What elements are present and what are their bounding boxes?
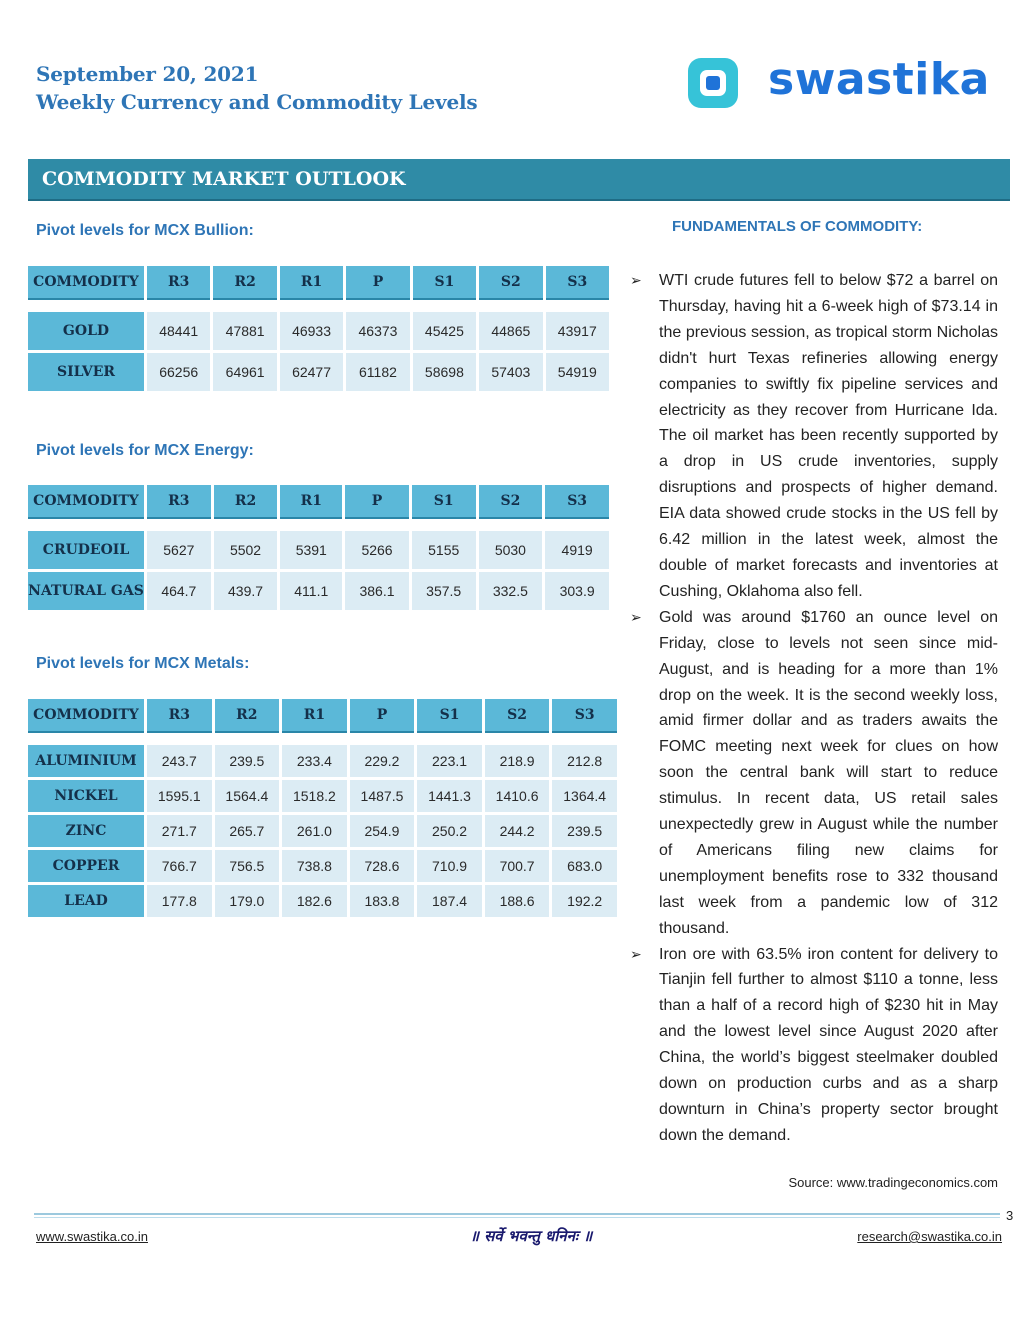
metals-title: Pivot levels for MCX Metals: xyxy=(36,655,250,672)
column-header: R2 xyxy=(214,485,278,519)
row-spacer xyxy=(28,736,617,742)
column-header: R1 xyxy=(280,485,342,519)
pivot-value: 250.2 xyxy=(417,815,482,847)
pivot-value: 47881 xyxy=(213,312,276,350)
logo-mark-icon xyxy=(686,56,740,110)
pivot-value: 271.7 xyxy=(147,815,212,847)
pivot-value: 1410.6 xyxy=(485,780,550,812)
pivot-value: 5266 xyxy=(345,531,409,569)
point-text: Iron ore with 63.5% iron content for delivery to Tianjin fell further to almost $110 a tonne, less than a half of a record high of $230 hit in May and the lowest level since August 2020 after China, the world’s biggest steelmaker doubled down on production curbs and as a sharp downturn in China’s property sector brought down the demand. xyxy=(659,945,998,1144)
pivot-value: 64961 xyxy=(213,353,276,391)
pivot-value: 218.9 xyxy=(485,745,550,777)
pivot-value: 1364.4 xyxy=(552,780,617,812)
header-row xyxy=(28,266,609,300)
pivot-value: 44865 xyxy=(479,312,542,350)
column-header: S2 xyxy=(485,699,550,733)
pivot-value: 182.6 xyxy=(282,885,347,917)
bullion-title: Pivot levels for MCX Bullion: xyxy=(36,222,254,239)
column-header: COMMODITY xyxy=(28,485,144,519)
column-header: S1 xyxy=(413,266,476,300)
pivot-value: 243.7 xyxy=(147,745,212,777)
pivot-value: 411.1 xyxy=(280,572,342,610)
table-row xyxy=(28,745,617,777)
page-number: 3 xyxy=(1006,1208,1014,1223)
commodity-name: LEAD xyxy=(28,885,144,917)
arrow-bullet-icon: ➢ xyxy=(630,608,642,625)
column-header: S2 xyxy=(479,485,543,519)
column-header: P xyxy=(350,699,415,733)
pivot-value: 386.1 xyxy=(345,572,409,610)
footer-divider-thin xyxy=(34,1217,1000,1218)
column-header: R2 xyxy=(215,699,280,733)
footer-divider xyxy=(34,1213,1000,1215)
pivot-value: 54919 xyxy=(546,353,609,391)
table-row xyxy=(28,353,609,391)
pivot-value: 332.5 xyxy=(479,572,543,610)
table-row xyxy=(28,312,609,350)
pivot-value: 766.7 xyxy=(147,850,212,882)
pivot-value: 183.8 xyxy=(350,885,415,917)
column-header: S3 xyxy=(545,485,609,519)
row-spacer xyxy=(28,522,609,528)
header-row xyxy=(28,699,617,733)
column-header: R3 xyxy=(147,699,212,733)
pivot-value: 57403 xyxy=(479,353,542,391)
pivot-value: 261.0 xyxy=(282,815,347,847)
column-header: COMMODITY xyxy=(28,266,144,300)
pivot-value: 1595.1 xyxy=(147,780,212,812)
pivot-value: 1487.5 xyxy=(350,780,415,812)
website-link[interactable]: www.swastika.co.in xyxy=(36,1229,148,1244)
row-spacer xyxy=(28,303,609,309)
commodity-name: CRUDEOIL xyxy=(28,531,144,569)
point-text: WTI crude futures fell to below $72 a barrel on Thursday, having hit a 6-week high of $73.14 in the previous session, as tropical storm Nicholas didn't hurt Texas refineries allowing energy companies to swiftly fix pipeline services and electricity as they recover from Hurricane Ida. The oil market has been recently supported by a drop in US crude inventories, supply disruptions and prospects of higher demand. EIA data showed crude stocks in the US fell by 6.42 million in the latest week, almost the double of market forecasts and inventories at Cushing, Oklahoma also fell. xyxy=(659,272,998,600)
point-text: Gold was around $1760 an ounce level on Friday, close to levels not seen since mid-August, and is heading for a more than 1% drop on the week. It is the second weekly loss, amid firmer dollar and as traders awaits the FOMC meeting next week for clues on how soon the central bank will start to reduce stimulus. In recent data, US retail sales unexpectedly grew in August while the number of Americans filing new claims for unemployment benefits rose to 332 thousand last week from a pandemic low of 312 thousand. xyxy=(659,608,998,937)
pivot-value: 700.7 xyxy=(485,850,550,882)
arrow-bullet-icon: ➢ xyxy=(630,272,642,288)
bullion-pivot-table xyxy=(25,263,612,394)
pivot-value: 710.9 xyxy=(417,850,482,882)
pivot-value: 177.8 xyxy=(147,885,212,917)
column-header: S3 xyxy=(552,699,617,733)
pivot-value: 439.7 xyxy=(214,572,278,610)
column-header: S3 xyxy=(546,266,609,300)
column-header: R2 xyxy=(213,266,276,300)
pivot-value: 179.0 xyxy=(215,885,280,917)
column-header: P xyxy=(345,485,409,519)
pivot-value: 1564.4 xyxy=(215,780,280,812)
table-row xyxy=(28,780,617,812)
report-subtitle: Weekly Currency and Commodity Levels xyxy=(36,90,478,114)
fundamentals-point xyxy=(630,268,998,605)
pivot-value: 229.2 xyxy=(350,745,415,777)
pivot-value: 212.8 xyxy=(552,745,617,777)
pivot-value: 254.9 xyxy=(350,815,415,847)
pivot-value: 223.1 xyxy=(417,745,482,777)
table-row xyxy=(28,531,609,569)
fundamentals-list xyxy=(630,268,998,1149)
metals-pivot-table xyxy=(25,696,620,920)
pivot-value: 233.4 xyxy=(282,745,347,777)
pivot-value: 4919 xyxy=(545,531,609,569)
column-header: COMMODITY xyxy=(28,699,144,733)
table-row xyxy=(28,885,617,917)
pivot-value: 5155 xyxy=(412,531,476,569)
pivot-value: 464.7 xyxy=(147,572,211,610)
email-link[interactable]: research@swastika.co.in xyxy=(857,1229,1002,1244)
commodity-name: ZINC xyxy=(28,815,144,847)
pivot-value: 265.7 xyxy=(215,815,280,847)
pivot-value: 43917 xyxy=(546,312,609,350)
section-banner xyxy=(28,159,1010,201)
pivot-value: 5502 xyxy=(214,531,278,569)
fundamentals-title: FUNDAMENTALS OF COMMODITY: xyxy=(672,218,923,235)
commodity-name: SILVER xyxy=(28,353,144,391)
pivot-value: 738.8 xyxy=(282,850,347,882)
pivot-value: 239.5 xyxy=(552,815,617,847)
column-header: S1 xyxy=(412,485,476,519)
banner-title: COMMODITY MARKET OUTLOOK xyxy=(42,168,406,190)
pivot-value: 45425 xyxy=(413,312,476,350)
column-header: S1 xyxy=(417,699,482,733)
pivot-value: 5030 xyxy=(479,531,543,569)
column-header: R3 xyxy=(147,485,211,519)
footer-motto: ॥ सर्वे भवन्तु धनिनः ॥ xyxy=(470,1227,593,1245)
report-date: September 20, 2021 xyxy=(36,62,259,86)
commodity-name: GOLD xyxy=(28,312,144,350)
pivot-value: 244.2 xyxy=(485,815,550,847)
pivot-value: 192.2 xyxy=(552,885,617,917)
energy-pivot-table xyxy=(25,482,612,613)
pivot-value: 62477 xyxy=(280,353,343,391)
table-row xyxy=(28,572,609,610)
pivot-value: 188.6 xyxy=(485,885,550,917)
pivot-value: 46933 xyxy=(280,312,343,350)
pivot-value: 1518.2 xyxy=(282,780,347,812)
pivot-value: 303.9 xyxy=(545,572,609,610)
header-row xyxy=(28,485,609,519)
fundamentals-point xyxy=(630,605,998,942)
table-row xyxy=(28,850,617,882)
pivot-value: 683.0 xyxy=(552,850,617,882)
pivot-value: 5627 xyxy=(147,531,211,569)
energy-title: Pivot levels for MCX Energy: xyxy=(36,442,254,459)
pivot-value: 187.4 xyxy=(417,885,482,917)
column-header: R3 xyxy=(147,266,210,300)
commodity-name: COPPER xyxy=(28,850,144,882)
arrow-bullet-icon: ➢ xyxy=(630,945,642,962)
commodity-name: NATURAL GAS xyxy=(28,572,144,610)
swastika-logo xyxy=(686,56,996,110)
pivot-value: 58698 xyxy=(413,353,476,391)
table-row xyxy=(28,815,617,847)
logo-text: swastika xyxy=(768,54,990,105)
pivot-value: 66256 xyxy=(147,353,210,391)
pivot-value: 5391 xyxy=(280,531,342,569)
pivot-value: 756.5 xyxy=(215,850,280,882)
pivot-value: 728.6 xyxy=(350,850,415,882)
pivot-value: 1441.3 xyxy=(417,780,482,812)
column-header: P xyxy=(346,266,409,300)
pivot-value: 46373 xyxy=(346,312,409,350)
fundamentals-point xyxy=(630,942,998,1149)
pivot-value: 357.5 xyxy=(412,572,476,610)
commodity-name: NICKEL xyxy=(28,780,144,812)
commodity-name: ALUMINIUM xyxy=(28,745,144,777)
pivot-value: 48441 xyxy=(147,312,210,350)
column-header: S2 xyxy=(479,266,542,300)
column-header: R1 xyxy=(280,266,343,300)
column-header: R1 xyxy=(282,699,347,733)
source-note: Source: www.tradingeconomics.com xyxy=(788,1175,998,1190)
pivot-value: 61182 xyxy=(346,353,409,391)
pivot-value: 239.5 xyxy=(215,745,280,777)
